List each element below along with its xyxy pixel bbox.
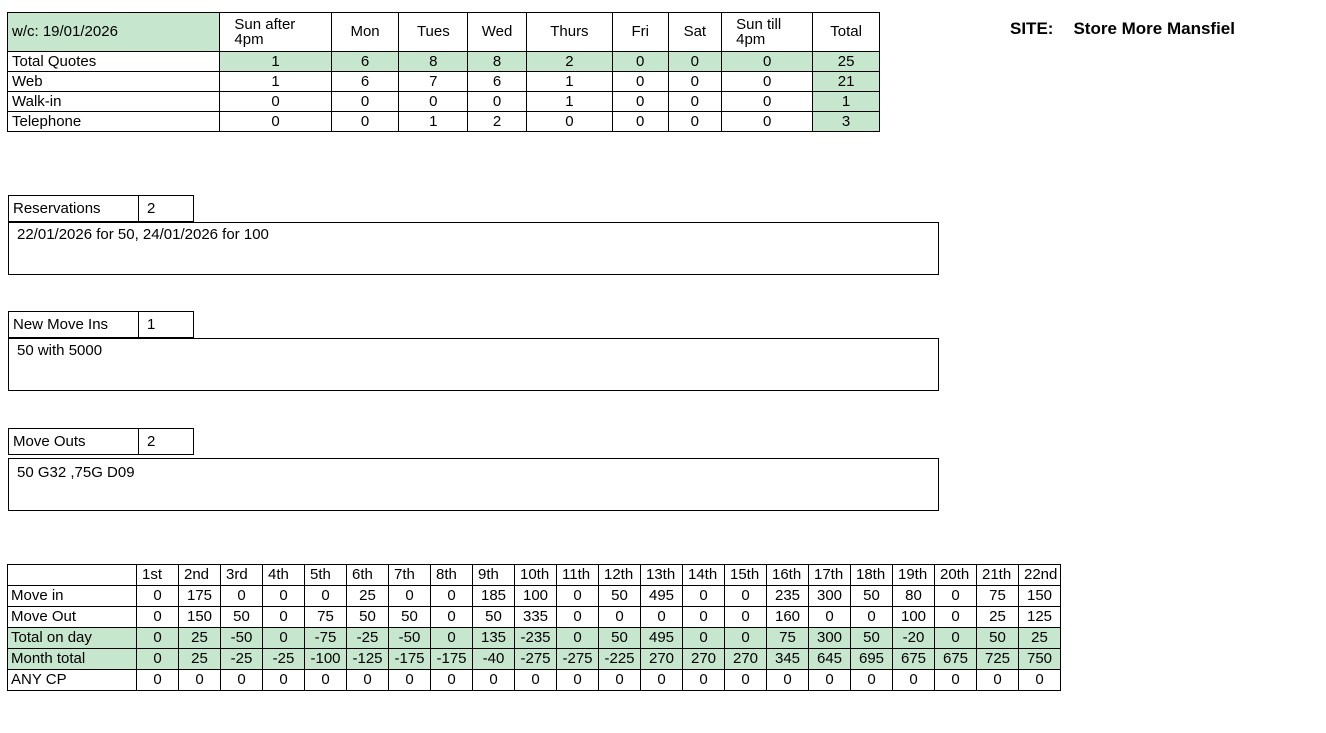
daily-cell: 0 <box>137 586 179 607</box>
daily-cell: 725 <box>977 649 1019 670</box>
quotes-col-header: Sun after 4pm <box>220 13 331 52</box>
daily-cell: 0 <box>221 670 263 691</box>
daily-cell: 0 <box>893 670 935 691</box>
quotes-cell: 8 <box>399 52 468 72</box>
daily-cell: 0 <box>389 670 431 691</box>
quotes-col-header: Fri <box>612 13 668 52</box>
daily-day-header: 12th <box>599 565 641 586</box>
quotes-col-header: Mon <box>331 13 399 52</box>
daily-day-header: 9th <box>473 565 515 586</box>
quotes-cell: 0 <box>612 52 668 72</box>
daily-cell: -20 <box>893 628 935 649</box>
daily-cell: 0 <box>977 670 1019 691</box>
daily-cell: 0 <box>263 586 305 607</box>
daily-cell: 100 <box>893 607 935 628</box>
daily-cell: 25 <box>347 586 389 607</box>
daily-cell: 50 <box>473 607 515 628</box>
daily-cell: 0 <box>557 607 599 628</box>
daily-cell: 0 <box>557 628 599 649</box>
daily-cell: 0 <box>389 586 431 607</box>
daily-cell: 495 <box>641 586 683 607</box>
quotes-cell: 6 <box>468 72 527 92</box>
quotes-cell: 1 <box>220 72 331 92</box>
daily-day-header: 18th <box>851 565 893 586</box>
quotes-cell: 1 <box>813 92 880 112</box>
daily-cell: -100 <box>305 649 347 670</box>
quotes-row-label: Total Quotes <box>8 52 220 72</box>
daily-cell: 50 <box>851 628 893 649</box>
daily-cell: 0 <box>935 670 977 691</box>
daily-cell: 0 <box>305 586 347 607</box>
daily-cell: 150 <box>179 607 221 628</box>
daily-cell: 50 <box>599 628 641 649</box>
daily-day-header: 21th <box>977 565 1019 586</box>
quotes-cell: 0 <box>668 92 722 112</box>
quotes-col-header: Tues <box>399 13 468 52</box>
daily-day-header: 1st <box>137 565 179 586</box>
quotes-row <box>8 52 880 72</box>
daily-cell: 335 <box>515 607 557 628</box>
daily-day-header: 19th <box>893 565 935 586</box>
move-outs-label-box <box>8 428 194 455</box>
quotes-header-row <box>8 13 880 52</box>
daily-cell: 0 <box>725 607 767 628</box>
daily-cell: -25 <box>263 649 305 670</box>
daily-cell: 0 <box>725 586 767 607</box>
daily-day-header: 3rd <box>221 565 263 586</box>
site-prefix: SITE: <box>1010 19 1054 38</box>
daily-cell: 50 <box>599 586 641 607</box>
daily-cell: 160 <box>767 607 809 628</box>
daily-cell: 645 <box>809 649 851 670</box>
daily-cell: 0 <box>515 670 557 691</box>
daily-cell: -50 <box>221 628 263 649</box>
daily-cell: 75 <box>305 607 347 628</box>
quotes-cell: 6 <box>331 72 399 92</box>
daily-cell: -275 <box>515 649 557 670</box>
daily-cell: 50 <box>347 607 389 628</box>
daily-cell: 150 <box>1019 586 1061 607</box>
daily-cell: 675 <box>935 649 977 670</box>
quotes-cell: 0 <box>612 92 668 112</box>
daily-cell: -275 <box>557 649 599 670</box>
daily-row <box>8 670 1061 691</box>
daily-cell: 0 <box>683 628 725 649</box>
daily-cell: 0 <box>599 607 641 628</box>
daily-cell: 175 <box>179 586 221 607</box>
daily-cell: 0 <box>683 670 725 691</box>
site-name: Store More Mansfiel <box>1073 19 1235 38</box>
daily-cell: 50 <box>389 607 431 628</box>
daily-cell: 0 <box>473 670 515 691</box>
daily-cell: 0 <box>683 607 725 628</box>
daily-day-header: 13th <box>641 565 683 586</box>
daily-cell: 0 <box>137 670 179 691</box>
move-ins-label: New Move Ins <box>9 312 139 338</box>
quotes-table <box>7 12 880 132</box>
daily-cell: 0 <box>1019 670 1061 691</box>
reservations-label-box <box>8 195 194 222</box>
daily-cell: 0 <box>305 670 347 691</box>
daily-cell: 0 <box>683 586 725 607</box>
daily-cell: 270 <box>683 649 725 670</box>
daily-day-header: 6th <box>347 565 389 586</box>
daily-cell: 50 <box>221 607 263 628</box>
daily-corner-cell <box>8 565 137 586</box>
quotes-row-label: Telephone <box>8 112 220 132</box>
daily-cell: 0 <box>767 670 809 691</box>
quotes-row <box>8 72 880 92</box>
daily-cell: 235 <box>767 586 809 607</box>
quotes-col-header: Sun till 4pm <box>722 13 813 52</box>
move-outs-count: 2 <box>139 429 194 455</box>
daily-cell: 135 <box>473 628 515 649</box>
quotes-row <box>8 92 880 112</box>
daily-cell: 0 <box>725 628 767 649</box>
daily-cell: 0 <box>137 649 179 670</box>
daily-cell: 0 <box>263 628 305 649</box>
quotes-cell: 0 <box>220 112 331 132</box>
quotes-col-header: Total <box>813 13 880 52</box>
daily-cell: 0 <box>221 586 263 607</box>
daily-row-label: Month total <box>8 649 137 670</box>
daily-cell: 0 <box>137 607 179 628</box>
daily-day-header: 5th <box>305 565 347 586</box>
quotes-cell: 0 <box>220 92 331 112</box>
quotes-cell: 0 <box>612 72 668 92</box>
daily-cell: 0 <box>725 670 767 691</box>
quotes-cell: 1 <box>399 112 468 132</box>
quotes-cell: 0 <box>668 52 722 72</box>
quotes-cell: 0 <box>722 112 813 132</box>
daily-cell: 0 <box>137 628 179 649</box>
daily-cell: 495 <box>641 628 683 649</box>
daily-cell: 0 <box>599 670 641 691</box>
quotes-cell: 0 <box>668 112 722 132</box>
quotes-cell: 3 <box>813 112 880 132</box>
daily-cell: -75 <box>305 628 347 649</box>
daily-cell: 0 <box>935 586 977 607</box>
move-outs-label: Move Outs <box>9 429 139 455</box>
daily-cell: 300 <box>809 628 851 649</box>
quotes-row-label: Web <box>8 72 220 92</box>
reservations-count: 2 <box>139 196 194 222</box>
daily-cell: 0 <box>431 670 473 691</box>
daily-cell: 750 <box>1019 649 1061 670</box>
daily-cell: 345 <box>767 649 809 670</box>
quotes-cell: 1 <box>220 52 331 72</box>
daily-header-row <box>8 565 1061 586</box>
daily-cell: 0 <box>263 607 305 628</box>
quotes-cell: 6 <box>331 52 399 72</box>
daily-cell: 100 <box>515 586 557 607</box>
daily-row <box>8 649 1061 670</box>
reservations-label: Reservations <box>9 196 139 222</box>
move-ins-label-box <box>8 311 194 338</box>
quotes-cell: 0 <box>722 72 813 92</box>
daily-row-label: Move in <box>8 586 137 607</box>
quotes-cell: 7 <box>399 72 468 92</box>
daily-cell: 0 <box>641 607 683 628</box>
daily-day-header: 15th <box>725 565 767 586</box>
daily-cell: 0 <box>935 607 977 628</box>
move-ins-note[interactable]: 50 with 5000 <box>8 338 939 391</box>
quotes-cell: 21 <box>813 72 880 92</box>
daily-cell: 270 <box>641 649 683 670</box>
daily-cell: 75 <box>767 628 809 649</box>
quotes-cell: 2 <box>526 52 612 72</box>
quotes-cell: 25 <box>813 52 880 72</box>
quotes-cell: 0 <box>468 92 527 112</box>
daily-day-header: 20th <box>935 565 977 586</box>
daily-cell: -225 <box>599 649 641 670</box>
daily-day-header: 11th <box>557 565 599 586</box>
daily-day-header: 4th <box>263 565 305 586</box>
quotes-cell: 0 <box>331 112 399 132</box>
quotes-row-label: Walk-in <box>8 92 220 112</box>
daily-cell: 675 <box>893 649 935 670</box>
daily-cell: -175 <box>389 649 431 670</box>
daily-row-label: ANY CP <box>8 670 137 691</box>
quotes-col-header: Thurs <box>526 13 612 52</box>
quotes-cell: 0 <box>668 72 722 92</box>
daily-row <box>8 628 1061 649</box>
daily-cell: 0 <box>851 607 893 628</box>
daily-row-label: Move Out <box>8 607 137 628</box>
daily-cell: 80 <box>893 586 935 607</box>
daily-cell: 0 <box>809 607 851 628</box>
daily-cell: -125 <box>347 649 389 670</box>
daily-cell: 0 <box>263 670 305 691</box>
move-outs-note[interactable]: 50 G32 ,75G D09 <box>8 458 939 511</box>
quotes-cell: 0 <box>526 112 612 132</box>
daily-cell: -25 <box>347 628 389 649</box>
daily-cell: -25 <box>221 649 263 670</box>
daily-cell: 25 <box>179 649 221 670</box>
daily-cell: -50 <box>389 628 431 649</box>
daily-cell: 25 <box>1019 628 1061 649</box>
daily-cell: 0 <box>557 586 599 607</box>
quotes-col-header: Sat <box>668 13 722 52</box>
quotes-cell: 0 <box>399 92 468 112</box>
quotes-cell: 0 <box>331 92 399 112</box>
quotes-row <box>8 112 880 132</box>
daily-cell: -235 <box>515 628 557 649</box>
daily-cell: 0 <box>431 628 473 649</box>
daily-cell: 0 <box>641 670 683 691</box>
daily-day-header: 8th <box>431 565 473 586</box>
quotes-cell: 1 <box>526 92 612 112</box>
move-ins-count: 1 <box>139 312 194 338</box>
daily-cell: 25 <box>977 607 1019 628</box>
daily-cell: 50 <box>977 628 1019 649</box>
daily-cell: 0 <box>851 670 893 691</box>
daily-cell: -40 <box>473 649 515 670</box>
daily-cell: 270 <box>725 649 767 670</box>
daily-day-header: 22nd <box>1019 565 1061 586</box>
daily-row <box>8 607 1061 628</box>
daily-cell: 25 <box>179 628 221 649</box>
quotes-cell: 0 <box>612 112 668 132</box>
quotes-cell: 8 <box>468 52 527 72</box>
daily-cell: 75 <box>977 586 1019 607</box>
daily-cell: 0 <box>935 628 977 649</box>
daily-row <box>8 586 1061 607</box>
reservations-note[interactable]: 22/01/2026 for 50, 24/01/2026 for 100 <box>8 222 939 275</box>
daily-cell: -175 <box>431 649 473 670</box>
daily-day-header: 10th <box>515 565 557 586</box>
daily-row-label: Total on day <box>8 628 137 649</box>
daily-cell: 695 <box>851 649 893 670</box>
week-commencing-cell: w/c: 19/01/2026 <box>8 13 220 52</box>
daily-table <box>7 564 1061 691</box>
daily-day-header: 7th <box>389 565 431 586</box>
quotes-cell: 1 <box>526 72 612 92</box>
quotes-cell: 0 <box>722 92 813 112</box>
daily-cell: 125 <box>1019 607 1061 628</box>
daily-day-header: 16th <box>767 565 809 586</box>
daily-cell: 0 <box>431 607 473 628</box>
quotes-col-header: Wed <box>468 13 527 52</box>
daily-cell: 185 <box>473 586 515 607</box>
daily-cell: 0 <box>179 670 221 691</box>
daily-cell: 0 <box>347 670 389 691</box>
daily-cell: 300 <box>809 586 851 607</box>
daily-cell: 0 <box>431 586 473 607</box>
daily-day-header: 14th <box>683 565 725 586</box>
daily-cell: 50 <box>851 586 893 607</box>
daily-cell: 0 <box>557 670 599 691</box>
quotes-cell: 0 <box>722 52 813 72</box>
quotes-cell: 2 <box>468 112 527 132</box>
daily-day-header: 2nd <box>179 565 221 586</box>
site-label <box>1010 19 1235 39</box>
daily-day-header: 17th <box>809 565 851 586</box>
daily-cell: 0 <box>809 670 851 691</box>
